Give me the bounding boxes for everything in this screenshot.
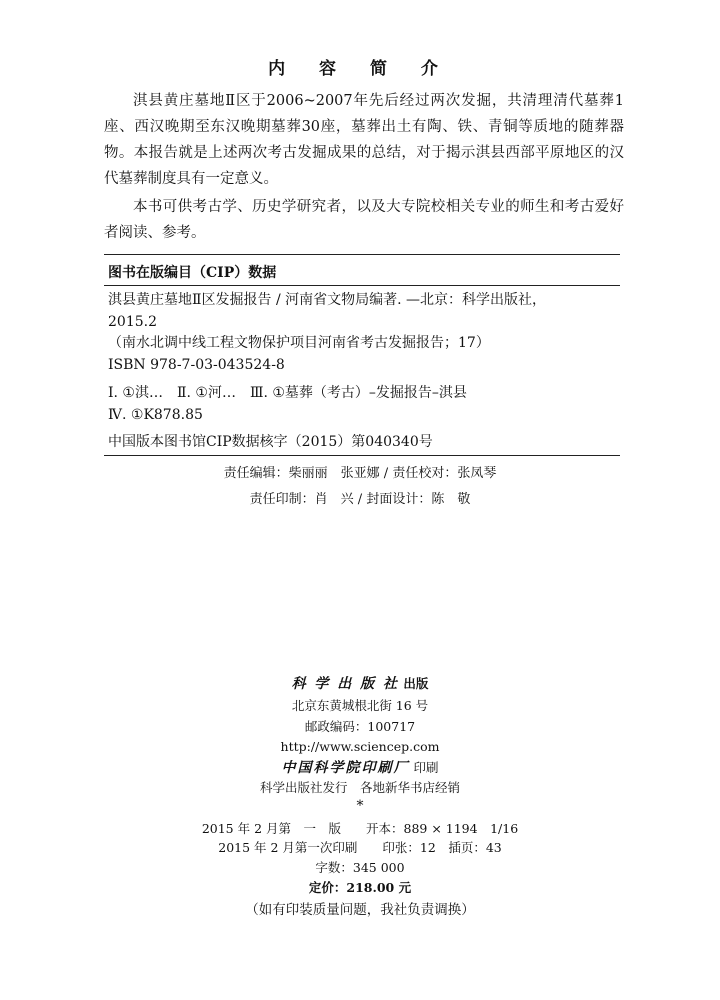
word-count: 字数：345 000 <box>315 860 405 875</box>
printing-line: 2015 年 2 月第一次印刷 印张：12 插页：43 <box>218 840 502 855</box>
production-line: 责任印制：肖 兴 / 封面设计：陈 敬 <box>249 492 471 507</box>
divider-top <box>104 254 620 255</box>
printer-name: 中国科学院印刷厂 <box>281 760 410 776</box>
publisher-line <box>0 673 720 693</box>
page-title: 内 容 简 介 <box>268 59 452 79</box>
publisher-address: 北京东黄城根北街 16 号 <box>291 698 429 713</box>
cip-line-record-number: 中国版本图书馆CIP数据核字（2015）第040340号 <box>108 434 433 450</box>
cip-data-block <box>108 290 624 454</box>
intro-paragraph-1: 淇县黄庄墓地Ⅱ区于2006~2007年先后经过两次发掘，共清理清代墓葬1座、西汉晚期至东汉晚期墓葬30座，墓葬出土有陶、铁、青铜等质地的随葬器物。本报告就是上述两次考古发掘成果的总结，对于揭示淇县西部平原地区的汉代墓葬制度具有一定意义。 <box>104 93 624 187</box>
publisher-url: http://www.sciencep.com <box>280 739 440 754</box>
publisher-name: 科 学 出 版 社 <box>291 676 400 692</box>
intro-paragraph-2: 本书可供考古学、历史学研究者，以及大专院校相关专业的师生和考古爱好者阅读、参考。 <box>104 199 624 241</box>
publisher-suffix: 出版 <box>399 676 429 691</box>
cip-line-title: 淇县黄庄墓地Ⅱ区发掘报告 / 河南省文物局编著. —北京：科学出版社， <box>108 292 547 308</box>
cip-line-classification: Ⅰ. ①淇… Ⅱ. ①河… Ⅲ. ①墓葬（考古）–发掘报告–淇县 <box>108 385 467 401</box>
cip-line-date: 2015.2 <box>108 313 157 330</box>
printer-line <box>0 757 720 777</box>
cip-line-isbn: ISBN 978-7-03-043524-8 <box>108 356 285 373</box>
cip-line-class-number: Ⅳ. ①K878.85 <box>108 406 203 423</box>
publisher-postcode: 邮政编码：100717 <box>304 719 416 734</box>
cip-line-series: （南水北调中线工程文物保护项目河南省考古发掘报告；17） <box>108 335 490 351</box>
editors-line: 责任编辑：柴丽丽 张亚娜 / 责任校对：张凤琴 <box>223 466 497 481</box>
price-line: 定价：218.00 元 <box>308 880 412 895</box>
content-introduction <box>104 88 624 246</box>
divider-bottom <box>104 455 620 456</box>
printer-suffix: 印刷 <box>409 760 439 775</box>
distribution-line: 科学出版社发行 各地新华书店经销 <box>259 780 460 795</box>
cip-heading: 图书在版编目（CIP）数据 <box>108 265 277 281</box>
separator-star: * <box>356 798 364 814</box>
divider-cip <box>104 285 620 286</box>
edition-line: 2015 年 2 月第 一 版 开本：889 × 1194 1/16 <box>201 821 519 836</box>
quality-note: （如有印装质量问题，我社负责调换） <box>245 902 475 918</box>
